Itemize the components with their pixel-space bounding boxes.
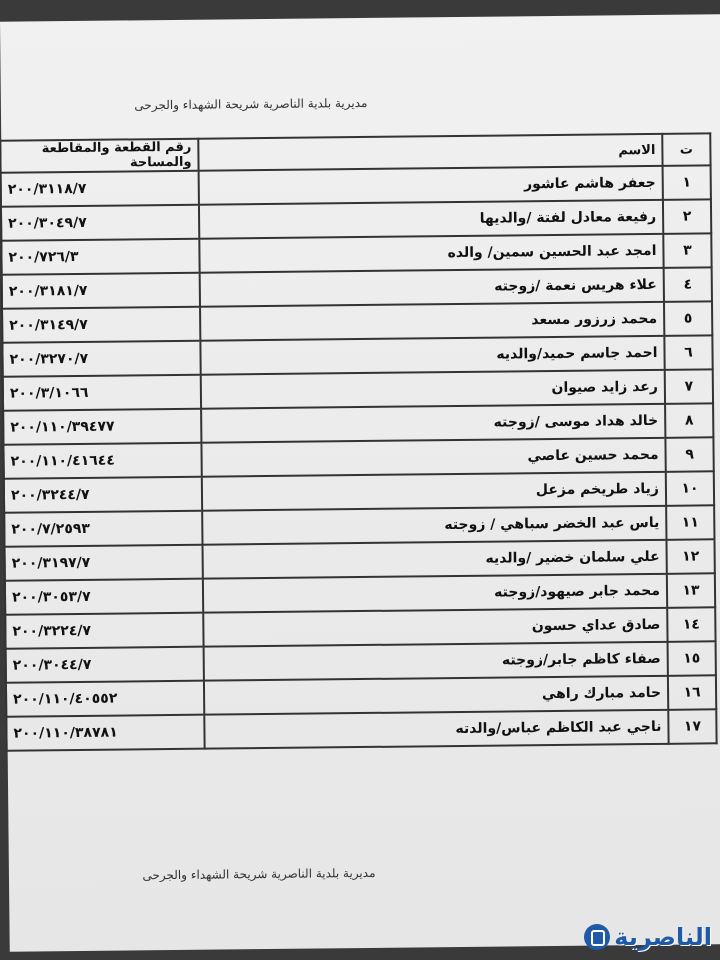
row-name: خالد هداد موسى /زوجته xyxy=(201,404,665,443)
column-header-plot: رقم القطعة والمقاطعة والمساحة xyxy=(0,139,198,173)
row-number: ٦ xyxy=(664,335,712,370)
row-number: ١٦ xyxy=(668,675,716,710)
row-name: صفاء كاظم جابر/زوجته xyxy=(204,642,668,681)
row-plot: ٢٠٠/٣٢٧٠/٧ xyxy=(2,341,200,377)
row-plot: ٢٠٠/٧٢٦/٣ xyxy=(1,239,199,275)
row-plot: ٢٠٠/١١٠/٤١٦٤٤ xyxy=(3,443,201,479)
page-footer: مديرية بلدية الناصرية شريحة الشهداء والجرحى xyxy=(142,865,376,883)
row-number: ٨ xyxy=(665,403,713,438)
row-name: زياد طريخم مزعل xyxy=(202,472,666,511)
row-number: ٣ xyxy=(663,233,711,268)
row-plot: ٢٠٠/٣١٩٧/٧ xyxy=(5,545,203,581)
row-plot: ٢٠٠/٣١٤٩/٧ xyxy=(2,307,200,343)
row-name: محمد حسين عاصي xyxy=(201,438,665,477)
row-plot: ٢٠٠/٣٢٤٤/٧ xyxy=(4,477,202,513)
row-number: ٧ xyxy=(665,369,713,404)
row-plot: ٢٠٠/٣٠٤٤/٧ xyxy=(6,647,204,683)
row-plot: ٢٠٠/٣/١٠٦٦ xyxy=(3,375,201,411)
row-name: امجد عبد الحسين سمين/ والده xyxy=(199,234,663,273)
row-number: ١ xyxy=(663,165,711,200)
table-row xyxy=(6,709,716,750)
row-number: ٢ xyxy=(663,199,711,234)
row-name: علي سلمان خضير /والديه xyxy=(203,540,667,579)
row-name: رفيعة معادل لفتة /والديها xyxy=(199,200,663,239)
row-name: جعفر هاشم عاشور xyxy=(199,166,663,205)
row-number: ١٠ xyxy=(666,471,714,506)
names-table xyxy=(0,132,718,751)
page-header: مديرية بلدية الناصرية شريحة الشهداء والجرحى xyxy=(134,95,368,113)
row-number: ١٤ xyxy=(667,607,715,642)
row-name: محمد زرزور مسعد xyxy=(200,302,664,341)
row-number: ١٧ xyxy=(668,709,716,744)
document-page xyxy=(0,14,720,951)
row-name: صادق عداي حسون xyxy=(203,608,667,647)
row-plot: ٢٠٠/١١٠/٣٩٤٧٧ xyxy=(3,409,201,445)
row-number: ٩ xyxy=(665,437,713,472)
watermark-text: الناصرية xyxy=(614,923,712,951)
row-number: ١٢ xyxy=(666,539,714,574)
row-plot: ٢٠٠/١١٠/٣٨٧٨١ xyxy=(6,715,204,751)
row-number: ١٥ xyxy=(668,641,716,676)
row-name: رعد زايد صيوان xyxy=(201,370,665,409)
row-plot: ٢٠٠/٣٠٤٩/٧ xyxy=(1,205,199,241)
row-name: حامد مبارك راهي xyxy=(204,676,668,715)
row-plot: ٢٠٠/١١٠/٤٠٥٥٢ xyxy=(6,681,204,717)
row-plot: ٢٠٠/٣٢٢٤/٧ xyxy=(5,613,203,649)
row-name: محمد جابر صيهود/زوجته xyxy=(203,574,667,613)
row-name: علاء هريس نعمة /زوجته xyxy=(200,268,664,307)
row-plot: ٢٠٠/٣١١٨/٧ xyxy=(1,171,199,207)
row-number: ٥ xyxy=(664,301,712,336)
row-number: ١١ xyxy=(666,505,714,540)
row-plot: ٢٠٠/٣١٨١/٧ xyxy=(2,273,200,309)
row-number: ١٣ xyxy=(667,573,715,608)
row-number: ٤ xyxy=(664,267,712,302)
row-name: ناجي عبد الكاظم عباس/والدته xyxy=(204,710,668,749)
row-name: احمد جاسم حميد/والديه xyxy=(200,336,664,375)
column-header-number: ت xyxy=(662,133,710,166)
row-plot: ٢٠٠/٣٠٥٣/٧ xyxy=(5,579,203,615)
watermark-logo xyxy=(584,920,712,954)
column-header-name: الاسم xyxy=(198,134,662,171)
logo-mark-icon xyxy=(584,924,610,950)
row-name: ياس عبد الخضر سباهي / زوجته xyxy=(202,506,666,545)
row-plot: ٢٠٠/٧/٢٥٩٣ xyxy=(4,511,202,547)
